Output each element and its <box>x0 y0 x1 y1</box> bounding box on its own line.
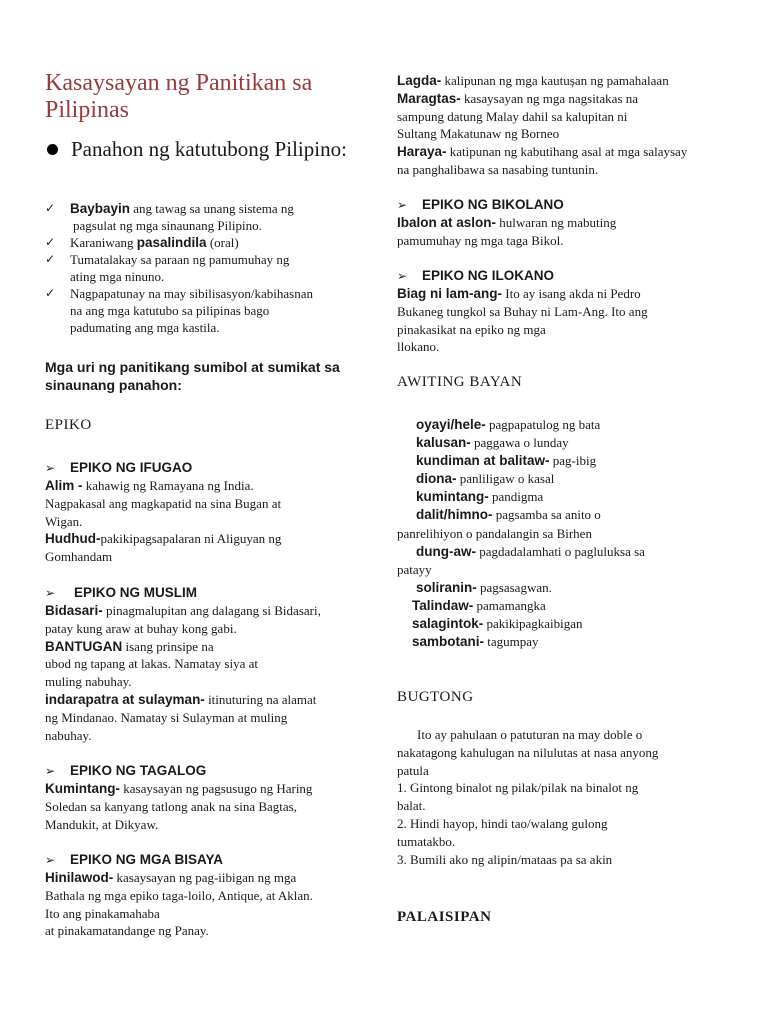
list-item: 3. Bumili ako ng alipin/mataas pa sa akin <box>397 851 613 867</box>
text-cont: patay kung araw at buhay kong gabi. <box>45 620 237 636</box>
term: Lagda- <box>397 73 442 88</box>
term: Bidasari- <box>45 603 103 618</box>
arrow-bullet-icon: ➢ <box>397 269 408 283</box>
epiko-bikolano-heading <box>397 196 742 214</box>
text-cont: pinakasikat na epiko ng mga <box>397 321 546 337</box>
term: Haraya- <box>397 144 447 160</box>
bugtong-body <box>397 726 742 868</box>
term: Kumintang- <box>45 781 120 796</box>
epiko-ilokano-heading <box>397 267 742 285</box>
text: itinuturing na alamat <box>204 691 317 707</box>
awiting-bayan-label: AWITING BAYAN <box>397 374 523 390</box>
list-item <box>397 416 742 434</box>
text: Nagpapatunay na may sibilisasyon/kabihasnan <box>70 286 313 301</box>
arrow-bullet-icon: ➢ <box>45 586 56 600</box>
text-cont: patula <box>397 762 429 778</box>
heading-text: EPIKO NG MGA BISAYA <box>70 852 224 867</box>
text: isang prinsipe na <box>122 638 214 654</box>
text: kalipunan ng mga kautușan ng pamahalaan <box>441 73 669 88</box>
arrow-bullet-icon: ➢ <box>45 764 56 778</box>
text-cont: muling nabuhay. <box>45 674 132 690</box>
heading-text: EPIKO NG TAGALOG <box>70 763 207 778</box>
text-cont: patayy <box>397 561 432 577</box>
term: sambotani- <box>412 634 485 650</box>
epiko-bisaya <box>45 851 375 940</box>
arrow-bullet-icon: ➢ <box>45 853 56 867</box>
text: kasaysayan ng pag-iibigan ng mga <box>113 870 297 885</box>
list-item <box>397 506 742 524</box>
term: Hudhud- <box>45 531 101 547</box>
text: Ito ay isang akda ni Pedro <box>502 286 641 301</box>
list-item <box>397 452 742 470</box>
text: pagpapatulog ng bata <box>485 417 601 432</box>
term: salagintok- <box>412 616 484 632</box>
epiko-ifugao-heading <box>45 459 375 477</box>
arrow-bullet-icon: ➢ <box>45 461 56 475</box>
checkmark-icon: ✓ <box>45 201 56 215</box>
term: Talindaw- <box>412 597 474 613</box>
lagda-maragtas-haraya <box>397 72 747 179</box>
epiko-ifugao <box>45 459 375 566</box>
term: soliranin- <box>416 579 477 595</box>
text-cont: sampung datung Malay dahil sa kalupitan ni <box>397 108 628 124</box>
text-cont: pamumuhay ng mga taga Bikol. <box>397 232 564 248</box>
checklist-item <box>45 234 365 251</box>
text: pag-ibig <box>549 453 597 469</box>
term: kumintang- <box>416 489 489 505</box>
epiko-bisaya-heading <box>45 851 375 869</box>
term: Biag ni lam-ang- <box>397 286 503 301</box>
term: Maragtas- <box>397 90 461 106</box>
text-cont: Bathala ng mga epiko taga-loilo, Antique, at Aklan. <box>45 887 313 903</box>
text: pagdadalamhati o pagluluksa sa <box>476 543 645 559</box>
checkmark-icon: ✓ <box>45 252 56 266</box>
checklist-item <box>45 251 365 285</box>
checkmark-icon: ✓ <box>45 235 56 249</box>
heading-text: EPIKO NG IFUGAO <box>70 460 193 475</box>
text-cont: tumatakbo. <box>397 833 456 849</box>
list-item <box>397 470 742 488</box>
checkmark-icon: ✓ <box>45 286 56 300</box>
text: Karaniwang <box>70 235 137 250</box>
text-cont: Ito ang pinakamahaba <box>45 905 160 921</box>
list-item <box>397 633 742 651</box>
list-item <box>397 488 742 506</box>
text-cont: llokano. <box>397 339 440 355</box>
list-item <box>397 597 742 615</box>
term: pasalindila <box>136 235 207 250</box>
term: kundiman at balitaw- <box>416 453 550 469</box>
text: pagsasagwan. <box>476 579 552 595</box>
text-cont: ng Mindanao. Namatay si Sulayman at muling <box>45 709 288 725</box>
list-item <box>397 543 742 561</box>
text: paggawa o lunday <box>470 435 569 451</box>
list-item: 1. Gintong binalot ng pilak/pilak na binalot ng <box>397 780 639 796</box>
epiko-bikolano <box>397 196 742 250</box>
epiko-muslim-heading <box>45 584 375 602</box>
term: Hinilawod- <box>45 870 114 885</box>
section-heading-text: Panahon ng katutubong Pilipino: <box>71 137 347 161</box>
checklist-item <box>45 200 365 234</box>
term: Ibalon at aslon- <box>397 215 497 230</box>
checklist <box>45 200 365 336</box>
arrow-bullet-icon: ➢ <box>397 198 408 212</box>
epiko-muslim <box>45 584 375 744</box>
text: pandigma <box>488 489 544 505</box>
term: oyayi/hele- <box>416 417 486 432</box>
text: katipunan ng kabutihang asal at mga salaysay <box>446 144 688 160</box>
term: kalusan- <box>416 435 471 451</box>
list-item <box>397 434 742 452</box>
awiting-bayan-list <box>397 416 742 651</box>
text-cont: na ang mga katutubo sa pilipinas bago <box>70 303 270 318</box>
epiko-tagalog-heading <box>45 762 375 780</box>
term: Alim - <box>45 478 83 493</box>
text-cont: Mandukit, at Dikyaw. <box>45 816 159 832</box>
text-cont: Wigan. <box>45 513 83 529</box>
term: Baybayin <box>70 201 131 216</box>
list-item: 2. Hindi hayop, hindi tao/walang gulong <box>397 815 608 831</box>
bullet-dot-icon <box>47 144 58 155</box>
heading-text: EPIKO NG ILOKANO <box>422 268 555 283</box>
heading-text: EPIKO NG BIKOLANO <box>422 197 564 212</box>
text: pamamangka <box>473 597 546 613</box>
heading-text: EPIKO NG MUSLIM <box>74 585 198 600</box>
text-cont: nakatagong kahulugan na nilulutas at nasa anyong <box>397 744 659 760</box>
text-cont: at pinakamatandange ng Panay. <box>45 923 209 939</box>
page-title: Kasaysayan ng Panitikan sa Pilipinas <box>45 70 313 123</box>
term: indarapatra at sulayman- <box>45 691 205 707</box>
text: tagumpay <box>484 634 539 650</box>
text-cont: Gomhandam <box>45 549 113 565</box>
checklist-item <box>45 285 365 336</box>
term: dalit/himno- <box>416 507 493 523</box>
text: ang tawag sa unang sistema ng <box>130 201 294 216</box>
palaisipan-label: PALAISIPAN <box>397 909 492 925</box>
bugtong-label: BUGTONG <box>397 689 474 705</box>
text-cont: na panghalibawa sa nasabing tuntunin. <box>397 161 599 177</box>
text: Ito ay pahulaan o patuturan na may doble o <box>417 727 643 742</box>
text-cont: ubod ng tapang at lakas. Namatay siya at <box>45 656 258 672</box>
text: kasaysayan ng pagsusugo ng Haring <box>120 781 313 796</box>
mga-uri-heading: Mga uri ng panitikang sumibol at sumikat sa sinaunang panahon: <box>45 359 340 393</box>
text-cont: padumating ang mga kastila. <box>70 320 220 335</box>
text-cont: Sultang Makatunaw ng Borneo <box>397 126 560 142</box>
text-cont: Soledan sa kanyang tatlong anak na sina Bagtas, <box>45 798 297 814</box>
epiko-ilokano <box>397 267 742 356</box>
term: BANTUGAN <box>45 638 123 654</box>
text-cont: nabuhay. <box>45 727 92 743</box>
text-cont: panrelihiyon o pandalangin sa Birhen <box>397 525 592 541</box>
text-cont: ating mga ninuno. <box>70 269 165 284</box>
text: hulwaran ng mabuting <box>496 215 617 230</box>
list-item <box>397 579 742 597</box>
epiko-tagalog <box>45 762 375 833</box>
text: kasaysayan ng mga nagsitakas na <box>460 90 639 106</box>
text: kahawig ng Ramayana ng India. <box>82 478 254 493</box>
text-cont: Nagpakasal ang magkapatid na sina Bugan at <box>45 495 282 511</box>
text: pinagmalupitan ang dalagang si Bidasari, <box>102 603 321 618</box>
text: pakikipagsapalaran ni Aliguyan ng <box>100 531 282 547</box>
text-cont: pagsulat ng mga sinaunang Pilipino. <box>73 218 262 233</box>
text-cont: balat. <box>397 798 426 814</box>
text: (oral) <box>206 235 239 250</box>
text-cont: Bukaneg tungkol sa Buhay ni Lam-Ang. Ito ang <box>397 303 648 319</box>
epiko-label: EPIKO <box>45 417 92 433</box>
text: panliligaw o kasal <box>456 471 555 487</box>
term: diona- <box>416 471 457 487</box>
text: pagsamba sa anito o <box>492 507 601 523</box>
term: dung-aw- <box>416 543 476 559</box>
list-item <box>397 615 742 633</box>
text: Tumatalakay sa paraan ng pamumuhay ng <box>70 252 290 267</box>
text: pakikipagkaibigan <box>483 616 583 632</box>
